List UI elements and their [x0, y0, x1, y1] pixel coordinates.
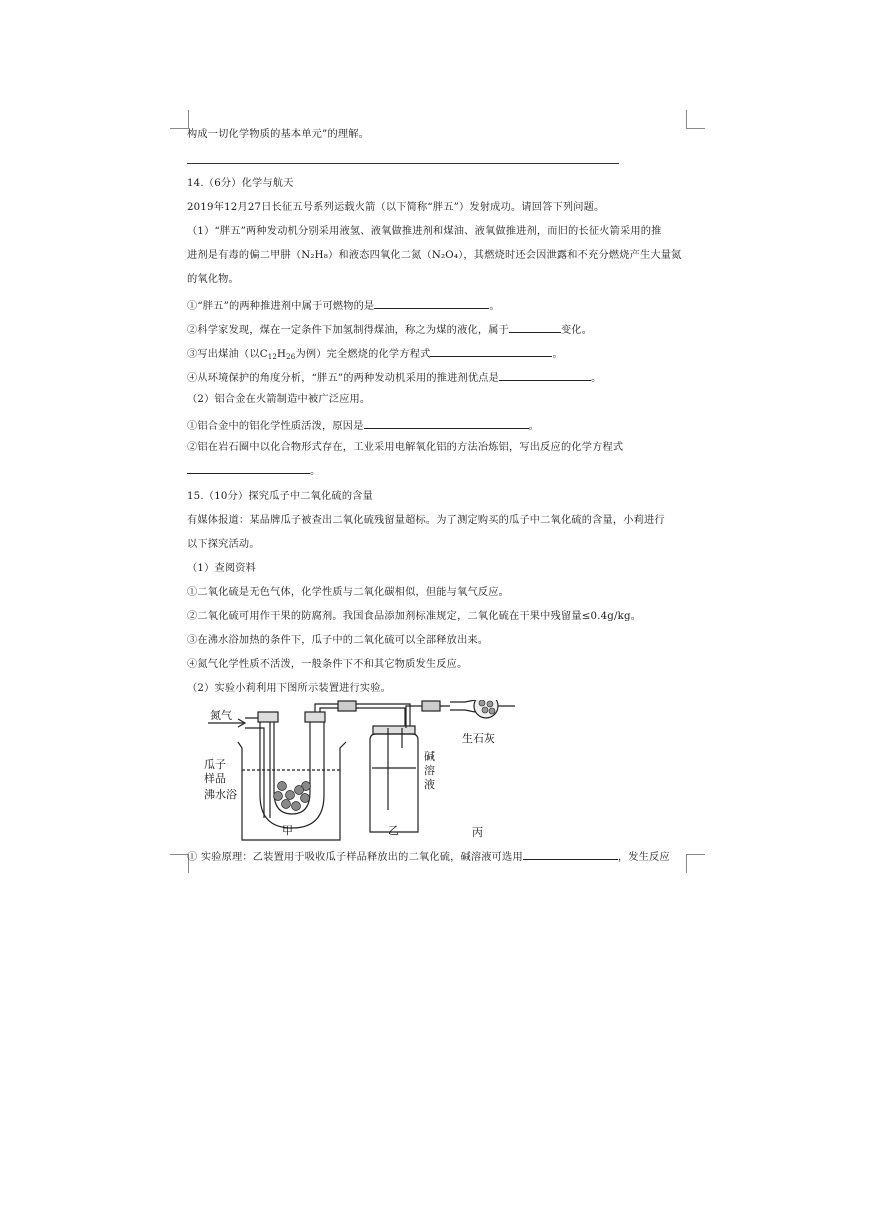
- q15-heading: 15.（10分）探究瓜子中二氧化硫的含量: [187, 491, 373, 502]
- q15-principle-tail: ，发生反应: [617, 852, 670, 863]
- label-quicklime: 生石灰: [462, 732, 495, 745]
- q15-info-2: ②二氧化硫可用作干果的防腐剂。我国食品添加剂标准规定，二氧化硫在干果中残留量≤0.4g/kg。: [187, 611, 642, 622]
- label-alkali-3: 液: [424, 778, 435, 791]
- crop-mark-bottom-right: [686, 854, 705, 873]
- period: 。: [310, 466, 321, 477]
- stopper-jia-left: [258, 712, 278, 722]
- q14-p2-q1-text: ①铝合金中的铝化学性质活泼，原因是: [187, 421, 364, 432]
- q14-q2-tail: 变化。: [561, 325, 593, 336]
- crop-mark-top-right: [686, 110, 705, 129]
- q14-p2: （2）铝合金在火箭制造中被广泛应用。: [187, 394, 371, 405]
- period: 。: [489, 301, 500, 312]
- q14-q3-subscript-1: 12: [267, 353, 278, 361]
- q14-p1-line2: 进剂是有毒的偏二甲肼（N₂H₈）和液态四氧化二氮（N₂O₄），其燃烧时还会因泄露和不充分燃烧产生大量氮: [187, 250, 682, 261]
- q14-q2-text: ②科学家发现，煤在一定条件下加氢制得煤油，称之为煤的液化，属于: [187, 325, 510, 336]
- q15-last-line: [187, 848, 670, 865]
- q15-info-1: ①二氧化硫是无色气体，化学性质与二氧化碳相似，但能与氧气反应。: [187, 587, 510, 598]
- label-bing: 丙: [472, 826, 483, 839]
- answer-blank[interactable]: [430, 345, 552, 357]
- answer-blank[interactable]: [364, 417, 529, 429]
- label-bath: 沸水浴: [204, 788, 237, 801]
- q14-p1-line3: 的氧化物。: [187, 274, 239, 285]
- answer-blank[interactable]: [374, 297, 489, 309]
- label-nitrogen: 氮气: [210, 709, 232, 722]
- q14-q4-text: ④从环境保护的角度分析，“胖五”的两种发动机采用的推进剂优点是: [187, 373, 500, 384]
- q14-q3-subscript-2: 26: [286, 353, 296, 361]
- q15-info-3: ③在沸水浴加热的条件下，瓜子中的二氧化硫可以全部释放出来。: [187, 635, 489, 646]
- q14-q3-text-b: H: [277, 349, 287, 360]
- apparatus-figure: [190, 700, 530, 845]
- q14-p2-q2-text: ②铝在岩石圈中以化合物形式存在，工业采用电解氧化铝的方法冶炼铝，写出反应的化学方程式: [187, 442, 624, 453]
- q14-q3-text-c: 为例）完全燃烧的化学方程式: [295, 349, 431, 360]
- q15-stem-1: 有媒体报道：某品牌瓜子被查出二氧化硫残留量超标。为了测定购买的瓜子中二氧化硫的含量，小莉进行: [187, 515, 665, 526]
- q14-q4-line: [187, 369, 601, 386]
- tube-clamp: [338, 701, 356, 711]
- gas-washing-bottle: [370, 734, 418, 832]
- q15-stem-2: 以下探究活动。: [187, 539, 260, 550]
- intro-tail-text: 构成一切化学物质的基本单元”的理解。: [187, 129, 369, 140]
- stopper-jia-right: [305, 712, 325, 722]
- q14-stem: 2019年12月27日长征五号系列运载火箭（以下简称“胖五”）发射成功。请回答下列问题。: [187, 202, 605, 213]
- q15-principle-text: ① 实验原理：乙装置用于吸收瓜子样品释放出的二氧化硫，碱溶液可选用: [187, 852, 523, 863]
- q14-p1-line1: （1）“胖五”两种发动机分别采用液氢、液氧做推进剂和煤油、液氧做推进剂，而旧的长征火箭采用的推: [187, 226, 662, 237]
- stopper-yi: [373, 726, 415, 734]
- label-sample-2: 样品: [204, 772, 226, 785]
- answer-rule: [187, 163, 619, 164]
- period: 。: [591, 373, 602, 384]
- tube-clamp-2: [422, 701, 440, 711]
- label-yi: 乙: [388, 824, 399, 837]
- q15-info-4: ④氮气化学性质不活泼，一般条件下不和其它物质发生反应。: [187, 659, 468, 670]
- q14-q2-line: [187, 321, 592, 338]
- answer-blank[interactable]: [499, 369, 591, 381]
- q14-p2-q1-line: [187, 417, 539, 434]
- q14-q3-text-a: ③写出煤油（以C: [187, 349, 268, 360]
- q14-heading: 14.（6分）化学与航天: [187, 178, 294, 189]
- label-jia: 甲: [282, 824, 293, 837]
- seed-sample: [274, 782, 311, 811]
- label-alkali-1: 碱: [424, 750, 435, 763]
- q15-p2: （2）实验小莉利用下图所示装置进行实验。: [187, 683, 392, 694]
- answer-blank[interactable]: [523, 848, 618, 860]
- crop-mark-top-left: [170, 110, 189, 129]
- answer-blank[interactable]: [187, 462, 310, 474]
- period: 。: [528, 421, 539, 432]
- q14-q3-line: [187, 345, 563, 364]
- q14-q1-line: [187, 297, 500, 314]
- period: 。: [552, 349, 563, 360]
- q14-p2-q2-answer-line: [187, 462, 320, 479]
- answer-blank[interactable]: [509, 321, 561, 333]
- label-sample-1: 瓜子: [204, 758, 226, 771]
- q14-q1-text: ①“胖五”的两种推进剂中属于可燃物的是: [187, 301, 375, 312]
- label-alkali-2: 溶: [424, 764, 435, 777]
- q15-p1: （1）查阅资料: [187, 563, 257, 574]
